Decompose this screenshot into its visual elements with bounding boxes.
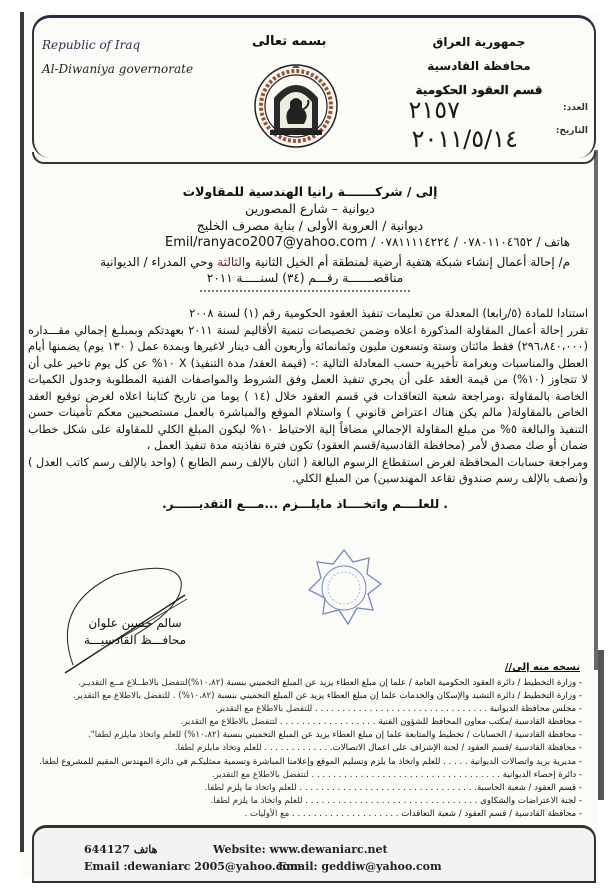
subject-prefix: م/ إحالة أعمال إنشاء شبكة هتفية أرضية لمنطقة أم الخيل الثانية و xyxy=(245,255,570,269)
copy-recipient: - لجنة الاعتراضات والشكاوى . . . . . . . . . . . . . . . . . . . . . . . . . . . . . . . . للعلم واتخاذ ما يلزم لطفا. xyxy=(210,795,582,806)
body-paragraph: ومراجعة حسابات المحافظة لغرض استقطاع الرسوم البالغة ( اثنان بالإلف رسم الطابع ) (واحد بالإلف رسم كاتب العدل ) و(نصف بالإلف رسم صندوق تقاعد المهندسين) من المبلغ الكلي. xyxy=(28,455,588,485)
date-label: التاريخ: xyxy=(555,126,588,136)
footer-website: Website: www.dewaniarc.net xyxy=(213,843,388,856)
recipient-name: إلى / شركـــــــة رانيا الهندسية للمقاولات xyxy=(182,184,438,199)
reference-label: العدد: xyxy=(563,103,588,113)
page-edge-right-lower xyxy=(598,650,604,800)
date-value: ٢٠١١/٥/١٤ xyxy=(411,125,518,153)
copy-recipient: - وزارة التخطيط / دائرة العقود الحكومية العامة / علما إن مبلغ العطاء يزيد عن المبلغ التخميني بنسبة (١٠،٨٢%)لتتفضل بالاطــلاع مــع التقديـر. xyxy=(78,678,582,688)
copy-recipient: - دائرة إحصاء الديوانية . . . . . . . . . . . . . . . . . . . . . . . . . . . . . . . . . . . لتتفضل بالاطلاع مع التقدير. xyxy=(211,769,582,780)
tender-number: مناقصـــــــة رقـــم (٣٤) لسنـــــة ٢٠١١ xyxy=(206,271,404,285)
recipient-street: ديوانية – شارع المصورين xyxy=(245,201,375,216)
copy-recipient: - محافظة القادسية /قسم العقود / لجنة الإشراف على اعمال الاتصالات. . . . . . . . . . . . . للعلم وتخاذ مايلزم لطفا. xyxy=(174,743,582,754)
copy-recipient: - محافظة القادسية /مكتب معاون المحافظ للشؤون الفنية . . . . . . . . . . . . . . . . . . لتتفضل بالاطلاع مع التقدير. xyxy=(180,717,582,728)
governorate-emblem-icon xyxy=(250,58,342,150)
letterhead-english xyxy=(42,33,193,81)
recipient-contact xyxy=(165,235,570,250)
copy-recipient: - قسم العقود / شعبة الحاسبة. . . . . . . . . . . . . . . . . . . . . . . . . . . . . . . . . للعلم واتخاذ ما يلزم لطفا. xyxy=(204,782,582,793)
phone-numbers: ٠٧٨٠١١٠٤٦٥٢ / ٠٧٨١١١١٤٢٢٤ / xyxy=(371,235,533,249)
footer-email-primary: Email :dewaniarc 2005@yahoo.com xyxy=(84,860,302,873)
subject-suffix: وحي المدراء / الديوانية xyxy=(100,255,218,269)
basmala-text: بسمه تعالى xyxy=(252,34,327,49)
reference-number: ٢١٥٧ xyxy=(408,96,460,124)
governorate-arabic: محافظة القادسية xyxy=(427,59,531,73)
signatory xyxy=(84,615,186,649)
republic-arabic: جمهورية العراق xyxy=(432,35,526,49)
body-paragraph: استنادا للمادة (٥/رابعا) المعدلة من تعليمات تنفيذ العقود الحكومية رقم (١) لسنة ٢٠٠٨ xyxy=(189,307,588,320)
dotted-separator xyxy=(200,289,410,292)
footer-phone: 644127 هاتف xyxy=(84,843,158,856)
copy-recipient: - محافظة القادسية / الحسابات / تخطيط والمتابعة علما إن مبلغ العطاء يزيد عن المبلغ التخميني بنسبة (١٠،٨٢%) للعلم واتخاذ مايلزم لطفا". xyxy=(88,730,582,741)
letter-body xyxy=(28,306,588,488)
republic-label: Republic of Iraq xyxy=(42,38,141,52)
letterhead-arabic xyxy=(394,30,564,102)
copies-list xyxy=(22,677,582,821)
copy-recipient: - محافظة القادسية / قسم العقود / شعبة التعاقدات . . . . . . . . . . . . . . . . . . . . مع الأوليات . xyxy=(244,808,582,819)
official-seal-icon xyxy=(305,548,383,628)
body-paragraph: تقرر إحالة أعمال المقاولة المذكورة اعلاه وضمن تخصيصات تنمية الأقاليم لسنة ٢٠١١ بعهدتكم وبمبلـغ إجمالي مقـــداره (٢٩٦،٨٤٠،٠٠٠) فقط مائتان وستة وتسعون مليون وثمانمائة وأربعون ألف دينار لاغيرها وبمدة عمل ( ١٣٠ يوم) يضمنها أيام العطل والمناسبات وبغرامة تأخيرية حسب المعادلة التالية :- (قيمة العقد/ مدة التنفيذ) X ١٠% عن كل يوم تاخير على أن لا تتجاوز (١٠%) من قيمة العقد على أن يجري تنفيذ العمل وفق الشروط والمواصفات الفنية المطلوبة وجدول الكميات الخاصة بالمقاولة ،ومراجعة شعبة التعاقدات في قسم العقود خلال (١٤ ) يوما من تاريخ كتابنا اعلاه لغرض توقيع العقد الخاص بالمقاولة( مالم يكن هناك اعتراض قانوني ) واستلام الموقع والمباشرة بالعمل مستصحبين معكم تأمينات حسن التنفيذ والبالغة ٥% من مبلغ المقاولة الإجمالي مضافاً إلية الاحتياط ١٠% ليكون المبلغ الكلي للمقاولة على شكل خطاب ضمان أو صك مصدق لأمر (محافظة القادسية/قسم العقود) تكون فترة نفاذيته مدة تنفيذ العمل ، xyxy=(28,323,589,452)
subject-highlight: الثالثة xyxy=(217,255,246,269)
subject-line xyxy=(100,255,570,269)
recipient-building: ديوانية / العروبة الأولى / بناية مصرف الخليج xyxy=(196,218,424,233)
recipient-address xyxy=(30,183,590,234)
department-arabic: قسم العقود الحكومية xyxy=(415,83,543,97)
phone-label: هاتف / xyxy=(536,235,570,249)
governorate-label: Al-Diwaniya governorate xyxy=(42,62,194,76)
closing-line: . للعلــــم واتخــــاذ مايلـــزم ...مـــع التقديــــــر. xyxy=(162,497,448,511)
recipient-email: Emil/ranyaco2007@yahoo.com xyxy=(165,235,368,250)
copy-recipient: - مديرية بريد واتصالات الديوانية . . . . . للعلم واتخاذ ما يلزم وتسليم الموقع وإعلامنا المباشرة وتسمية ممثليكـم في دائرة المهندس المقيم للمشروع لطفا. xyxy=(39,756,582,767)
signatory-title: محافـــظ القادسيـــة xyxy=(84,633,187,647)
copy-recipient: - وزارة التخطيط / دائرة التشيد والإسكان والخدمات علما إن مبلغ العطاء يزيد عن المبلغ التخميني بنسبة (١٠،٨٢%) . للتفضل بالاطلاع مع التقدير. xyxy=(73,691,582,702)
signatory-name: سالم حسين علوان xyxy=(88,616,182,630)
copies-heading: نسخه منه إلى// xyxy=(504,662,580,673)
page-edge-right xyxy=(594,150,598,670)
footer-email-secondary: Email: geddiw@yahoo.com xyxy=(278,860,442,873)
copy-recipient: - مجلس محافظة الديوانية . . . . . . . . . . . . . . . . . . . . . . . . . . . . . . . . للتفضل بالاطلاع مع التقدير. xyxy=(215,704,582,715)
